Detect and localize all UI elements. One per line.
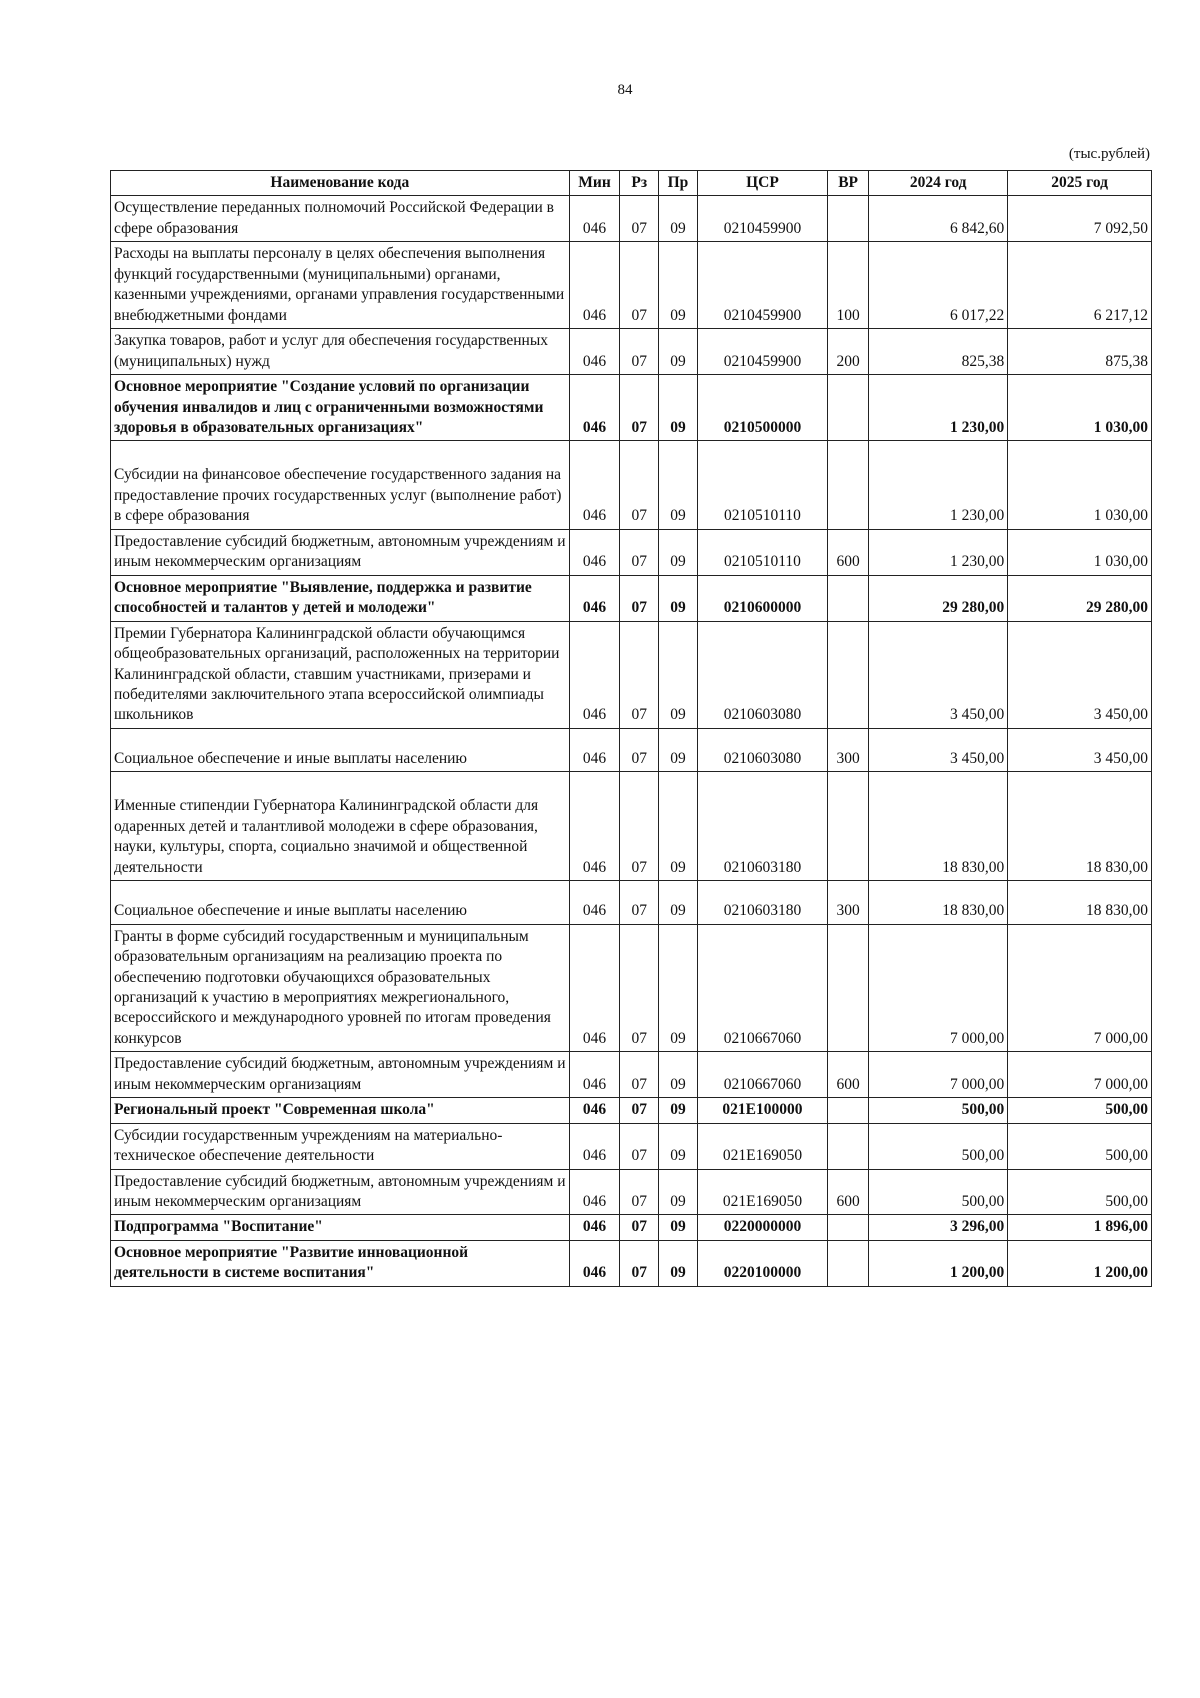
- cell-min: 046: [569, 1240, 620, 1286]
- table-row: [111, 1052, 1152, 1098]
- cell-2024: 6 842,60: [869, 196, 1008, 242]
- header-pr: Пр: [659, 171, 698, 196]
- cell-csr: 0210603080: [697, 728, 827, 771]
- cell-2025: 500,00: [1008, 1169, 1152, 1215]
- cell-name: Субсидии государственным учреждениям на материально-техническое обеспечение деятельности: [111, 1123, 570, 1169]
- cell-name: Именные стипендии Губернатора Калининградской области для одаренных детей и талантливой молодежи в сфере образования, науки, культуры, спорта, социально значимой и общественной деятельности: [111, 772, 570, 881]
- cell-pr: 09: [659, 329, 698, 375]
- cell-pr: 09: [659, 1215, 698, 1240]
- cell-2024: 3 450,00: [869, 621, 1008, 728]
- cell-2025: 1 030,00: [1008, 441, 1152, 529]
- cell-name: Региональный проект "Современная школа": [111, 1098, 570, 1123]
- cell-name: Основное мероприятие "Развитие инновационной деятельности в системе воспитания": [111, 1240, 570, 1286]
- cell-rz: 07: [620, 1052, 659, 1098]
- cell-min: 046: [569, 728, 620, 771]
- cell-rz: 07: [620, 772, 659, 881]
- cell-min: 046: [569, 242, 620, 329]
- cell-2025: 1 030,00: [1008, 529, 1152, 575]
- cell-pr: 09: [659, 772, 698, 881]
- cell-csr: 0210459900: [697, 242, 827, 329]
- cell-pr: 09: [659, 529, 698, 575]
- cell-rz: 07: [620, 924, 659, 1052]
- cell-csr: 021E100000: [697, 1098, 827, 1123]
- cell-vr: [828, 575, 869, 621]
- table-row: [111, 1215, 1152, 1240]
- cell-2024: 18 830,00: [869, 881, 1008, 924]
- header-vr: ВР: [828, 171, 869, 196]
- cell-rz: 07: [620, 575, 659, 621]
- cell-pr: 09: [659, 881, 698, 924]
- cell-rz: 07: [620, 1215, 659, 1240]
- cell-pr: 09: [659, 728, 698, 771]
- cell-name: Расходы на выплаты персоналу в целях обеспечения выполнения функций государственными (муниципальными) органами, казенными учреждениями, органами управления государственными внебюджетными фондами: [111, 242, 570, 329]
- cell-2025: 29 280,00: [1008, 575, 1152, 621]
- cell-name: Премии Губернатора Калининградской области обучающимся общеобразовательных организаций, расположенных на территории Калининградской области, ставшим участниками, призерами и победителями заключительного этапа всероссийской олимпиады школьников: [111, 621, 570, 728]
- cell-rz: 07: [620, 242, 659, 329]
- cell-vr: 300: [828, 881, 869, 924]
- cell-2025: 6 217,12: [1008, 242, 1152, 329]
- cell-min: 046: [569, 1052, 620, 1098]
- cell-csr: 0210603080: [697, 621, 827, 728]
- cell-name: Социальное обеспечение и иные выплаты населению: [111, 728, 570, 771]
- cell-rz: 07: [620, 881, 659, 924]
- table-row: [111, 1169, 1152, 1215]
- cell-pr: 09: [659, 1169, 698, 1215]
- cell-pr: 09: [659, 1240, 698, 1286]
- cell-2024: 3 296,00: [869, 1215, 1008, 1240]
- cell-csr: 0210510110: [697, 529, 827, 575]
- cell-pr: 09: [659, 196, 698, 242]
- cell-pr: 09: [659, 1123, 698, 1169]
- table-row: [111, 1098, 1152, 1123]
- page-number: 84: [617, 82, 633, 98]
- cell-csr: 0210510110: [697, 441, 827, 529]
- cell-name: Социальное обеспечение и иные выплаты населению: [111, 881, 570, 924]
- cell-name: Предоставление субсидий бюджетным, автономным учреждениям и иным некоммерческим организациям: [111, 529, 570, 575]
- cell-vr: 600: [828, 1052, 869, 1098]
- table-row: [111, 728, 1152, 771]
- cell-name: Предоставление субсидий бюджетным, автономным учреждениям и иным некоммерческим организациям: [111, 1169, 570, 1215]
- cell-vr: [828, 1098, 869, 1123]
- cell-csr: 0210600000: [697, 575, 827, 621]
- cell-name: Осуществление переданных полномочий Российской Федерации в сфере образования: [111, 196, 570, 242]
- cell-vr: [828, 1215, 869, 1240]
- header-rz: Рз: [620, 171, 659, 196]
- cell-csr: 021E169050: [697, 1123, 827, 1169]
- cell-vr: 600: [828, 1169, 869, 1215]
- cell-csr: 021E169050: [697, 1169, 827, 1215]
- header-csr: ЦСР: [697, 171, 827, 196]
- cell-2025: 1 200,00: [1008, 1240, 1152, 1286]
- cell-2024: 1 230,00: [869, 529, 1008, 575]
- table-row: [111, 529, 1152, 575]
- cell-vr: 100: [828, 242, 869, 329]
- cell-2024: 7 000,00: [869, 924, 1008, 1052]
- cell-name: Предоставление субсидий бюджетным, автономным учреждениям и иным некоммерческим организациям: [111, 1052, 570, 1098]
- cell-min: 046: [569, 1123, 620, 1169]
- cell-csr: 0210459900: [697, 329, 827, 375]
- cell-min: 046: [569, 1098, 620, 1123]
- cell-pr: 09: [659, 441, 698, 529]
- header-min: Мин: [569, 171, 620, 196]
- table-body: [111, 196, 1152, 1286]
- cell-name: Подпрограмма "Воспитание": [111, 1215, 570, 1240]
- cell-vr: [828, 1240, 869, 1286]
- budget-table: [110, 170, 1152, 1287]
- cell-vr: 300: [828, 728, 869, 771]
- cell-vr: [828, 441, 869, 529]
- cell-2025: 7 000,00: [1008, 1052, 1152, 1098]
- cell-csr: 0210500000: [697, 375, 827, 441]
- cell-2025: 7 000,00: [1008, 924, 1152, 1052]
- table-row: [111, 242, 1152, 329]
- cell-name: Гранты в форме субсидий государственным и муниципальным образовательным организациям на реализацию проекта по обеспечению подготовки обучающихся образовательных организаций к участию в мероприятиях межрегионального, всероссийского и международного уровней по итогам проведения конкурсов: [111, 924, 570, 1052]
- cell-csr: 0210459900: [697, 196, 827, 242]
- cell-2025: 500,00: [1008, 1098, 1152, 1123]
- cell-rz: 07: [620, 441, 659, 529]
- cell-2024: 7 000,00: [869, 1052, 1008, 1098]
- cell-min: 046: [569, 881, 620, 924]
- cell-csr: 0210603180: [697, 772, 827, 881]
- cell-vr: [828, 1123, 869, 1169]
- cell-min: 046: [569, 329, 620, 375]
- cell-csr: 0210603180: [697, 881, 827, 924]
- cell-pr: 09: [659, 575, 698, 621]
- unit-label: (тыс.рублей): [1068, 146, 1150, 162]
- cell-rz: 07: [620, 1169, 659, 1215]
- cell-min: 046: [569, 575, 620, 621]
- cell-min: 046: [569, 375, 620, 441]
- cell-min: 046: [569, 924, 620, 1052]
- table-row: [111, 329, 1152, 375]
- cell-csr: 0220100000: [697, 1240, 827, 1286]
- cell-pr: 09: [659, 621, 698, 728]
- table-row: [111, 196, 1152, 242]
- cell-rz: 07: [620, 728, 659, 771]
- cell-vr: [828, 772, 869, 881]
- cell-min: 046: [569, 196, 620, 242]
- cell-pr: 09: [659, 1098, 698, 1123]
- cell-pr: 09: [659, 924, 698, 1052]
- cell-pr: 09: [659, 242, 698, 329]
- header-row: [111, 171, 1152, 196]
- table-row: [111, 375, 1152, 441]
- cell-vr: [828, 375, 869, 441]
- table-row: [111, 575, 1152, 621]
- cell-2025: 500,00: [1008, 1123, 1152, 1169]
- cell-2024: 3 450,00: [869, 728, 1008, 771]
- cell-name: Основное мероприятие "Создание условий по организации обучения инвалидов и лиц с ограниченными возможностями здоровья в образовательных организациях": [111, 375, 570, 441]
- table-row: [111, 441, 1152, 529]
- cell-2024: 500,00: [869, 1098, 1008, 1123]
- cell-min: 046: [569, 621, 620, 728]
- table-row: [111, 1240, 1152, 1286]
- cell-pr: 09: [659, 1052, 698, 1098]
- table-row: [111, 924, 1152, 1052]
- table-row: [111, 881, 1152, 924]
- cell-2024: 1 230,00: [869, 375, 1008, 441]
- cell-vr: [828, 621, 869, 728]
- cell-vr: [828, 196, 869, 242]
- cell-2024: 825,38: [869, 329, 1008, 375]
- cell-rz: 07: [620, 329, 659, 375]
- cell-min: 046: [569, 1169, 620, 1215]
- cell-csr: 0210667060: [697, 924, 827, 1052]
- cell-2024: 500,00: [869, 1169, 1008, 1215]
- cell-vr: 200: [828, 329, 869, 375]
- cell-2024: 500,00: [869, 1123, 1008, 1169]
- cell-min: 046: [569, 529, 620, 575]
- cell-2024: 18 830,00: [869, 772, 1008, 881]
- cell-2024: 1 200,00: [869, 1240, 1008, 1286]
- cell-csr: 0220000000: [697, 1215, 827, 1240]
- cell-2024: 29 280,00: [869, 575, 1008, 621]
- cell-2025: 875,38: [1008, 329, 1152, 375]
- cell-vr: [828, 924, 869, 1052]
- header-2025: 2025 год: [1008, 171, 1152, 196]
- cell-2025: 18 830,00: [1008, 772, 1152, 881]
- cell-2025: 1 030,00: [1008, 375, 1152, 441]
- cell-2025: 18 830,00: [1008, 881, 1152, 924]
- table-row: [111, 621, 1152, 728]
- cell-2024: 1 230,00: [869, 441, 1008, 529]
- header-name: Наименование кода: [111, 171, 570, 196]
- cell-rz: 07: [620, 1098, 659, 1123]
- table-row: [111, 1123, 1152, 1169]
- header-2024: 2024 год: [869, 171, 1008, 196]
- cell-vr: 600: [828, 529, 869, 575]
- cell-pr: 09: [659, 375, 698, 441]
- cell-min: 046: [569, 441, 620, 529]
- cell-2025: 1 896,00: [1008, 1215, 1152, 1240]
- cell-rz: 07: [620, 621, 659, 728]
- cell-rz: 07: [620, 1240, 659, 1286]
- cell-2025: 3 450,00: [1008, 621, 1152, 728]
- cell-name: Основное мероприятие "Выявление, поддержка и развитие способностей и талантов у детей и молодежи": [111, 575, 570, 621]
- cell-rz: 07: [620, 196, 659, 242]
- cell-2025: 7 092,50: [1008, 196, 1152, 242]
- cell-2024: 6 017,22: [869, 242, 1008, 329]
- cell-2025: 3 450,00: [1008, 728, 1152, 771]
- cell-rz: 07: [620, 529, 659, 575]
- cell-csr: 0210667060: [697, 1052, 827, 1098]
- cell-rz: 07: [620, 375, 659, 441]
- cell-min: 046: [569, 1215, 620, 1240]
- cell-name: Закупка товаров, работ и услуг для обеспечения государственных (муниципальных) нужд: [111, 329, 570, 375]
- cell-name: Субсидии на финансовое обеспечение государственного задания на предоставление прочих государственных услуг (выполнение работ) в сфере образования: [111, 441, 570, 529]
- cell-rz: 07: [620, 1123, 659, 1169]
- cell-min: 046: [569, 772, 620, 881]
- table-row: [111, 772, 1152, 881]
